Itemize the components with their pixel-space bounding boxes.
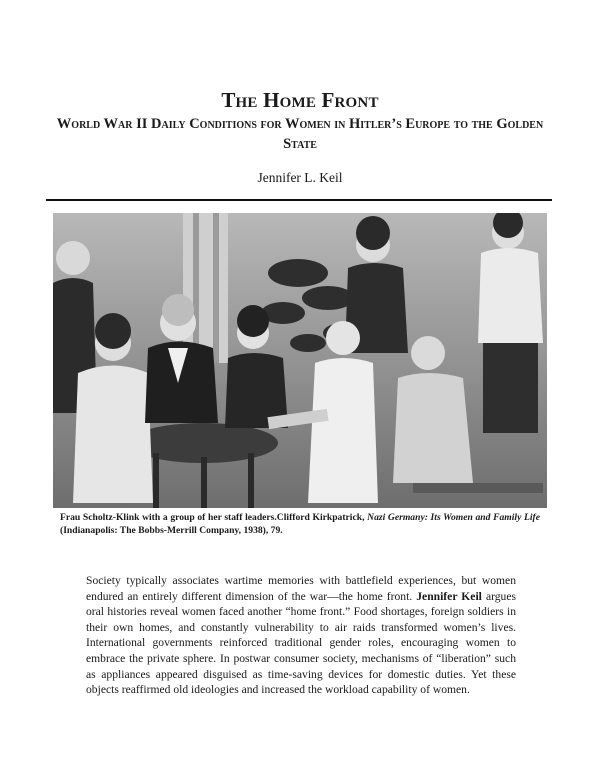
article-title: [0, 88, 600, 113]
caption-book-title: Nazi Germany: Its Women and Family Life: [367, 512, 540, 523]
abstract-text-2: argues oral histories reveal women faced another “home front.” Food shortages, foreign soldiers in their own homes, and constantly vulnerability to air raids transformed women’s lives. International governments reinforced traditional gender roles, encouraging women to embrace the private sphere. In postwar consumer society, mechanisms of “liberation” such as appliances appeared disguised as time-saving devices for domestic duties. Yet these objects reaffirmed old ideologies and increased the workload capability of women.: [86, 589, 516, 697]
article-author: Jennifer L. Keil: [257, 170, 343, 185]
abstract-author-name: Jennifer Keil: [416, 589, 482, 603]
historical-photograph: [53, 213, 547, 508]
figure-caption: [60, 511, 540, 537]
article-subtitle: [40, 114, 560, 154]
article-title-text: The Home Front: [221, 88, 379, 112]
caption-text-1: Frau Scholtz-Klink with a group of her staff leaders.Clifford Kirkpatrick,: [60, 512, 368, 523]
title-divider: [46, 199, 552, 201]
article-subtitle-text: World War II Daily Conditions for Women in Hitler’s Europe to the Golden State: [56, 116, 544, 152]
caption-text-2: (Indianapolis: The Bobbs-Merrill Company, 1938), 79.: [60, 525, 283, 536]
abstract-text-1: Society typically associates wartime memories with battlefield experiences, but women endured an entirely different dimension of the war—the home front.: [86, 574, 516, 603]
photograph-illustration: [53, 213, 547, 508]
abstract-paragraph: [86, 573, 516, 698]
